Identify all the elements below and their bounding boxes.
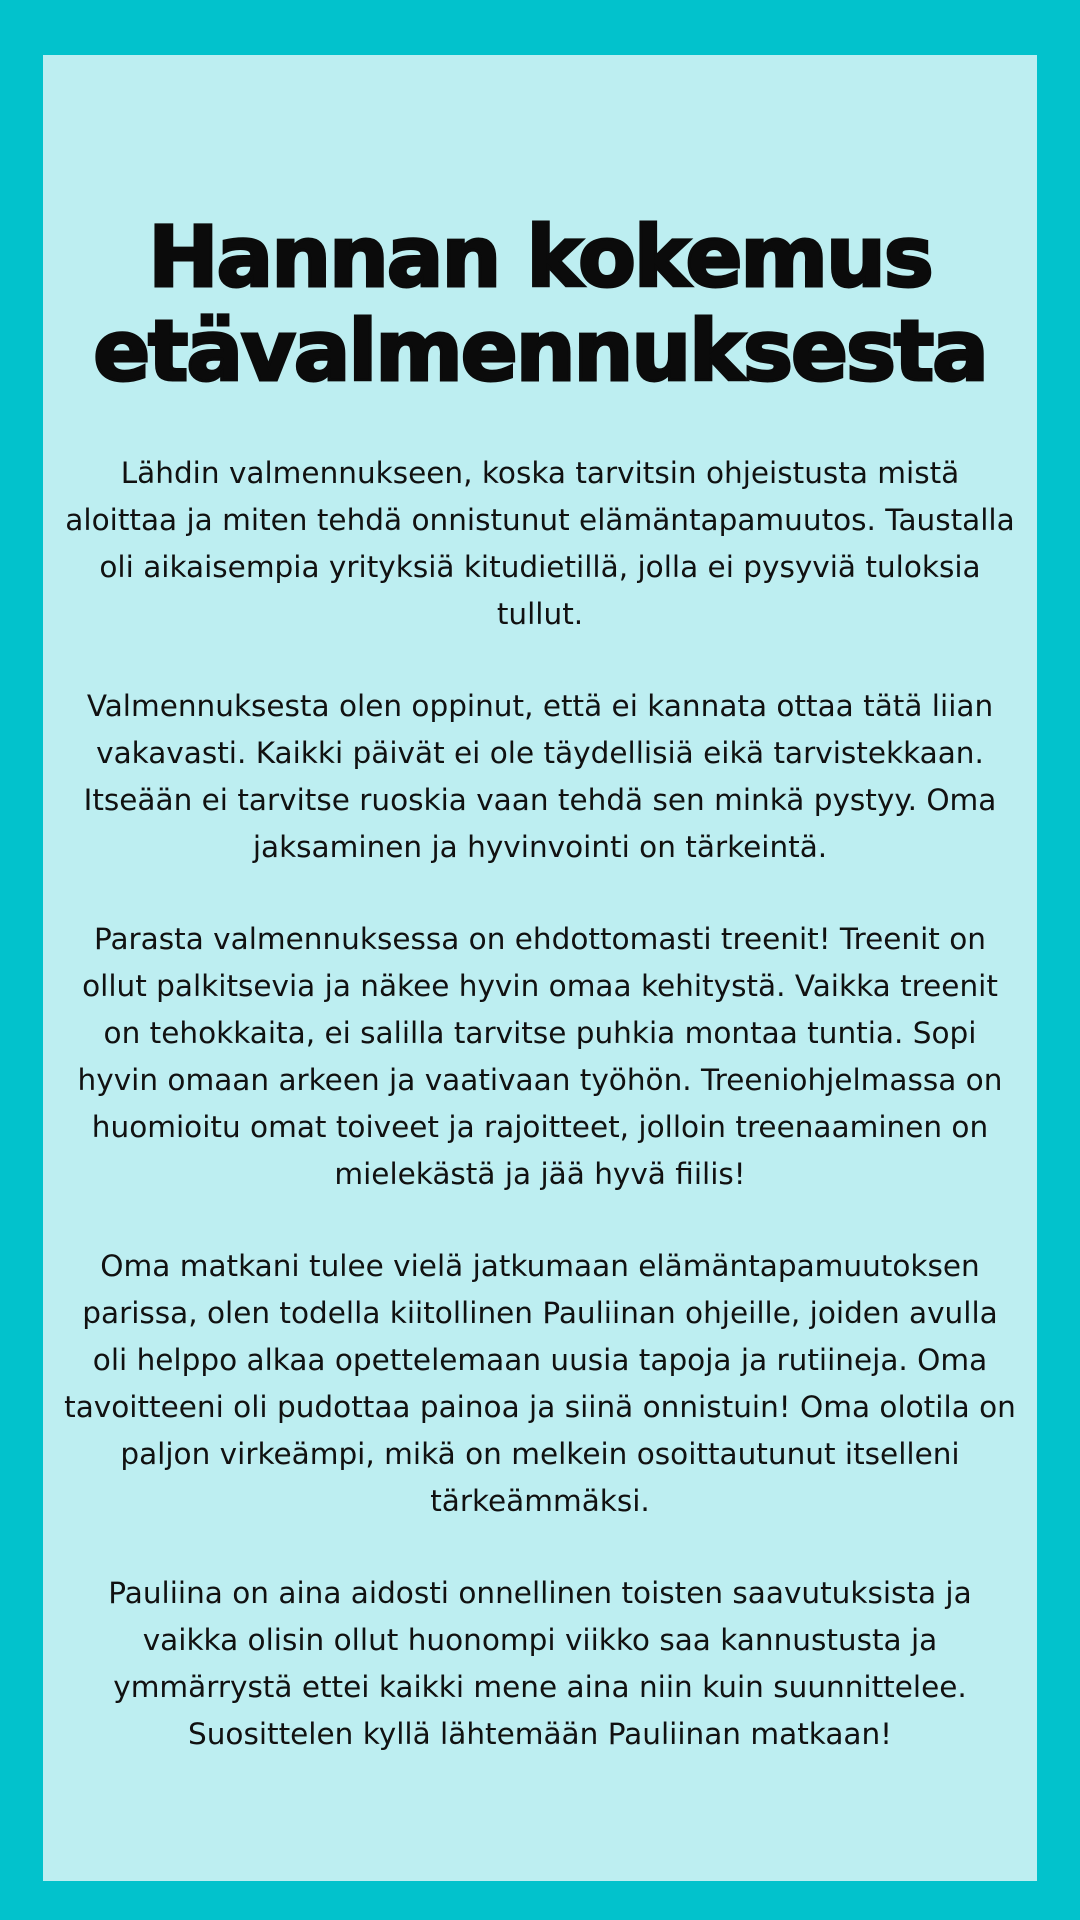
testimonial-card: [43, 55, 1037, 1881]
paragraph-lessons-learned: Valmennuksesta olen oppinut, että ei kannata ottaa tätä liian vakavasti. Kaikki päivät ei ole täydellisiä eikä tarvistekkaan. Itseään ei tarvitse ruoskia vaan tehdä sen minkä pystyy. Oma jaksaminen ja hyvinvointi on tärkeintä.: [83, 689, 997, 864]
paragraph-why-joined: Lähdin valmennukseen, koska tarvitsin ohjeistusta mistä aloittaa ja miten tehdä onnistunut elämäntapamuutos. Taustalla oli aikaisempia yrityksiä kitudietillä, jolla ei pysyviä tuloksia tullut.: [65, 456, 1015, 631]
page-title: [43, 210, 1037, 398]
paragraph-journey: Oma matkani tulee vielä jatkumaan elämäntapamuutoksen parissa, olen todella kiitollinen Pauliinan ohjeille, joiden avulla oli helppo alkaa opettelemaan uusia tapoja ja rutiineja. Oma tavoitteeni oli pudottaa painoa ja siinä onnistuin! Oma olotila on paljon virkeämpi, mikä on melkein osoittautunut itselleni tärkeämmäksi.: [64, 1249, 1016, 1518]
title-line-2: etävalmennuksesta: [93, 302, 987, 400]
testimonial-body: [43, 450, 1037, 1758]
paragraph-best-part: Parasta valmennuksessa on ehdottomasti treenit! Treenit on ollut palkitsevia ja näkee hyvin omaa kehitystä. Vaikka treenit on tehokkaita, ei salilla tarvitse puhkia montaa tuntia. Sopi hyvin omaan arkeen ja vaativaan työhön. Treeniohjelmassa on huomioitu omat toiveet ja rajoitteet, jolloin treenaaminen on mielekästä ja jää hyvä fiilis!: [77, 922, 1003, 1191]
paragraph-recommendation: Pauliina on aina aidosti onnellinen toisten saavutuksista ja vaikka olisin ollut huonompi viikko saa kannustusta ja ymmärrystä ettei kaikki mene aina niin kuin suunnittelee. Suosittelen kyllä lähtemään Pauliinan matkaan!: [108, 1576, 972, 1751]
title-line-1: Hannan kokemus: [148, 208, 932, 306]
